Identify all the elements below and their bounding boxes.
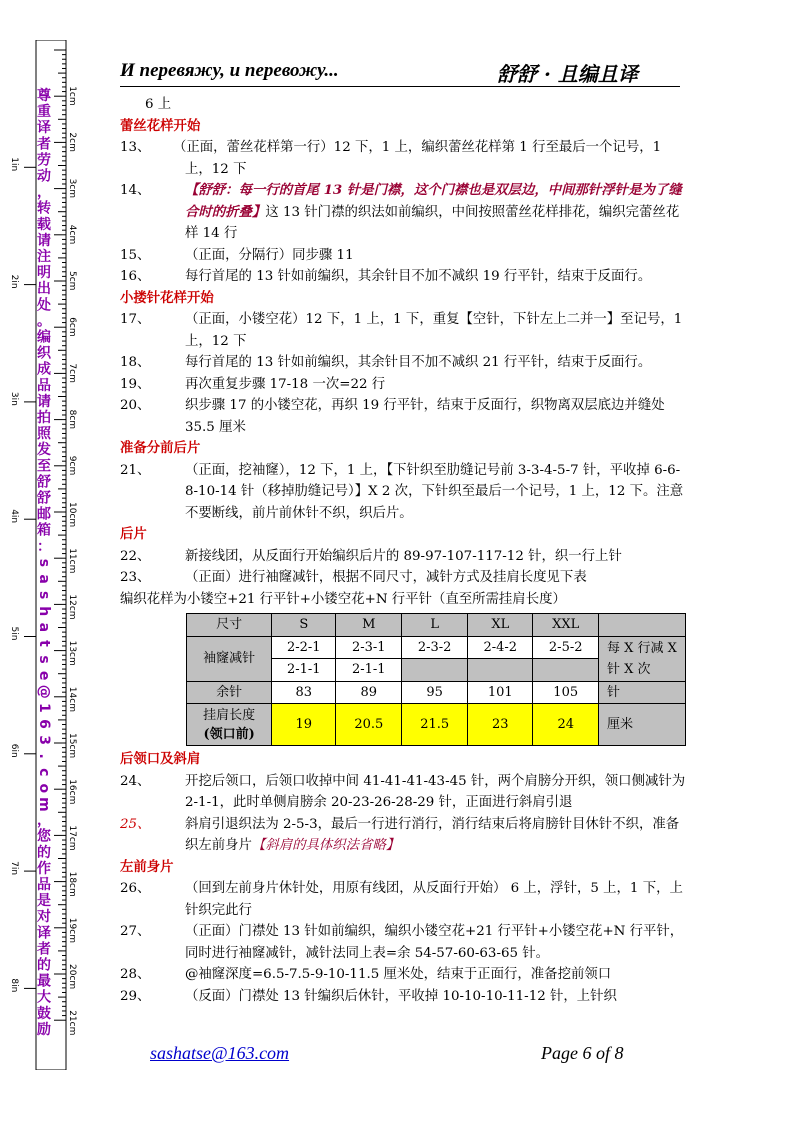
table-cell: 2-1-1 [336,659,402,682]
step-text: （正面，分隔行）同步骤 11 [185,247,354,263]
step-text: （正面）门襟处 13 针如前编织，编织小镂空花+21 行平针+小镂空花+N 行平针，同时进行袖窿减针，减针法同上表=余 54-57-60-63-65 针。 [185,924,684,961]
step-text: （正面，蕾丝花样第一行）12 下，1 上，编织蕾丝花样第 1 行至最后一个记号，1 上，12 下 [173,140,662,177]
table-unit: 厘米 [599,704,686,746]
ruler-side-char: 尊 [37,88,51,104]
size-cell: L [402,614,468,637]
step-number: 17、 [120,312,151,327]
step-number: 22、 [120,548,151,564]
pattern-note: 编织花样为小镂空+21 行平针+小镂空花+N 行平针（直至所需挂肩长度） [120,591,566,607]
step-number: 26、 [120,881,151,896]
ruler-side-char: 成 [37,361,51,378]
table-cell: 20.5 [336,704,402,746]
step-number: 18、 [120,355,151,370]
ruler-side-char: 鼓 [37,1005,51,1022]
ruler-cm-label: 6cm [67,317,77,337]
ruler-cm-label: 12cm [67,594,77,620]
ruler-side-char: c [36,768,52,777]
header-divider [120,86,680,87]
ruler-side-char: 者 [37,941,51,958]
section-prepare-split: 准备分前后片 [120,440,201,456]
ruler-side-char: 至 [37,458,51,475]
step-number: 29、 [120,988,151,1004]
ruler-cm-label: 21cm [67,1010,77,1036]
table-unit [599,636,686,681]
ruler-side-char: 转 [37,200,51,217]
ruler-side-char: 品 [37,876,51,893]
ruler-side-char: 6 [36,719,52,729]
page-content [120,94,686,1007]
ruler-side-char: 拍 [37,410,51,427]
ruler-side-char: 舒 [37,474,51,491]
step-text: 每行首尾的 13 针如前编织，其余针目不加不减织 19 行平针，结束于反面行。 [185,269,652,284]
section-left-front: 左前身片 [120,858,174,875]
section-lace-pattern: 蕾丝花样开始 [120,117,201,134]
table-cell: 2-4-2 [468,636,533,659]
ruler-side-char: 的 [37,957,51,974]
step-19 [120,374,686,396]
line-6-up: 6 上 [145,97,172,112]
table-cell: 2-2-1 [272,636,336,659]
step-text: （正面）进行袖窿减针，根据不同尺寸，减针方式及挂肩长度见下表 [185,570,587,585]
ruler-side-char: ， [37,184,51,201]
step-26 [120,878,686,921]
ruler-side-char: 动 [37,168,51,185]
ruler-side-char: 照 [37,426,51,443]
section-small-lace: 小搂针花样开始 [120,289,214,306]
ruler-side-char: 织 [37,345,51,362]
step-text: 开挖后领口，后领口收掉中间 41-41-41-43-45 针，两个肩膀分开织，领口侧减针为 2-1-1，此时单侧肩膀余 20-23-26-28-29 针，正面进行斜肩引退 [185,773,686,810]
step-text: @袖窿深度=6.5-7.5-9-10-11.5 厘米处，结束于正面行，准备挖前领口 [185,967,612,982]
table-cell [402,659,468,682]
ruler-cm-label: 18cm [67,871,77,897]
ruler-cm-label: 2cm [67,132,77,152]
table-cell [468,659,533,682]
ruler-side-char: 者 [37,136,51,153]
ruler-side-char: 译 [37,120,51,137]
ruler-cm-label: 11cm [67,548,77,574]
table-cell [533,659,599,682]
step-25 [120,814,686,857]
ruler-side-char: 注 [37,249,51,266]
ruler-side-char: 请 [37,232,51,249]
size-cell: M [336,614,402,637]
step-number: 24、 [120,773,151,789]
ruler-side-char: t [36,640,52,647]
section-back-neck: 后领口及斜肩 [120,751,201,767]
ruler-side-char: 励 [37,1021,51,1038]
table-cell: 83 [272,681,336,704]
ruler-side-char: e [36,670,52,681]
ruler-side-char: 译 [37,925,51,942]
step-number: 19、 [120,376,151,392]
step-text: （正面，挖袖窿），12 下，1 上，【下针织至肋缝记号前 3-3-4-5-7 针，平收掉 6-6-8-10-14 针（移掉肋缝记号）】X 2 次，下针织至最后一个记号，1 上，12 下。注意不要断线，前片前休针不织，织后片。 [185,462,684,521]
ruler-side-char: 出 [37,281,51,298]
step-text: 斜肩引退织法为 2-5-3，最后一行进行消行，消行结束后将肩膀针目休针不织，准备织左前身片 [185,816,680,853]
ruler-side-char: 最 [37,973,51,990]
table-header: 尺寸 [187,614,272,637]
ruler-cm-label: 4cm [67,224,77,245]
step-number: 16、 [120,269,151,284]
ruler-side-char: 处 [37,297,51,314]
table-cell: 2-5-2 [533,636,599,659]
ruler-side-char: @ [36,684,52,699]
ruler-side-char: 发 [37,442,51,459]
step-text: 这 13 针门襟的织法如前编织，中间按照蕾丝花样排花，编织完蕾丝花样 14 行 [185,204,680,241]
ruler-cm-label: 5cm [67,271,77,291]
step-number: 28、 [120,967,151,982]
ruler-cm-label: 15cm [67,733,77,759]
table-unit: 针 [599,681,686,704]
ruler-side-char: a [36,574,52,584]
ruler-cm-label: 17cm [67,825,77,851]
ruler-inch-label: 1in [9,157,19,172]
step-number: 27、 [120,924,151,939]
size-cell: XXL [533,614,599,637]
step-number: 20、 [120,398,151,413]
ruler-cm-label: 9cm [67,455,77,476]
step-number: 21、 [120,462,151,478]
table-row-label: 袖窿减针 [187,636,272,681]
step-text: 织步骤 17 的小镂空花，再织 19 行平针，结束于反面行，织物离双层底边并缝处 35.5 厘米 [185,398,665,435]
ruler-cm-label: 20cm [67,964,77,990]
table-row [187,704,686,746]
step-27 [120,921,686,964]
ruler-side-char: 品 [37,377,51,394]
ruler-cm-label: 3cm [67,178,77,199]
ruler-side-char: a [36,622,52,633]
label-line: (领口前) [203,726,255,742]
ruler-side-char: 编 [37,329,51,346]
ruler-side-char: 舒 [37,490,51,507]
translator-note: 【舒舒：每一行的首尾 13 针是门襟，这个门襟也是双层边，中间那针浮针是为了缝合时的折叠】 [185,182,682,220]
header-title-left: И перевяжу, и перевожу... [120,60,339,81]
ruler-inch-label: 4in [9,509,19,524]
ruler-side-char: 劳 [37,152,51,169]
unit-line: 每 X 行减 X [607,640,677,656]
table-cell [599,614,686,637]
table-cell: 2-1-1 [272,659,336,682]
ruler-side-char: 箱 [37,522,51,539]
ruler-inch-label: 3in [9,391,19,406]
ruler-side-char: ， [37,812,51,829]
ruler-side-char: 是 [37,893,51,910]
step-17 [120,309,686,352]
step-23 [120,567,686,589]
ruler-cm-label: 10cm [67,502,77,528]
ruler-side-char: 邮 [37,506,51,523]
step-18 [120,352,686,374]
ruler-cm-label: 19cm [67,917,77,943]
table-cell: 101 [468,681,533,704]
table-row [187,681,686,704]
step-29 [120,986,686,1008]
table-cell: 105 [533,681,599,704]
step-21 [120,460,686,525]
step-text: 每行首尾的 13 针如前编织，其余针目不加不减织 21 行平针，结束于反面行。 [185,355,652,370]
table-cell: 24 [533,704,599,746]
ruler-cm-label: 1cm [67,86,77,106]
step-number: 13、 [120,140,151,155]
ruler-side-char: 您 [37,828,51,845]
step-16 [120,266,686,288]
step-text: （反面）门襟处 13 针编织后休针，平收掉 10-10-10-11-12 针，上针织 [185,988,617,1004]
ruler-side-char: s [36,558,52,568]
size-table [186,613,686,746]
translator-note: 【斜肩的具体织法省略】 [251,838,400,853]
step-number: 14、 [120,183,151,198]
step-22 [120,546,686,568]
ruler-cm-label: 14cm [67,686,77,712]
header-title-right: 舒舒 · 且编且译 [497,62,638,86]
table-row [187,636,686,659]
table-cell: 23 [468,704,533,746]
table-row [187,614,686,637]
step-number: 25、 [120,816,151,832]
ruler-side-char: s [36,655,52,664]
ruler-side-char: 。 [37,313,51,330]
table-cell: 19 [272,704,336,746]
step-text: （正面，小镂空花）12 下，1 上，1 下，重复【空针，下针左上二并一】至记号，1 上，12 下 [185,312,683,349]
ruler-inch-label: 6in [9,743,19,758]
ruler-cm-label: 13cm [67,640,77,666]
step-28 [120,964,686,986]
table-cell: 2-3-1 [336,636,402,659]
table-cell: 89 [336,681,402,704]
table-row-label: 余针 [187,681,272,704]
ruler-side-char: . [36,753,52,759]
page-ruler [0,40,84,1070]
ruler-inch-label: 8in [9,978,19,993]
ruler-side-char: 对 [37,909,51,926]
step-number: 23、 [120,570,151,585]
ruler-side-char: h [36,606,52,617]
label-line: 挂肩长度 [203,707,256,723]
table-cell: 95 [402,681,468,704]
ruler-side-char: 的 [37,844,51,861]
ruler-side-char: 重 [37,104,51,121]
table-row-label [187,704,272,746]
section-back-piece: 后片 [120,526,147,542]
ruler-side-char: 请 [37,393,51,410]
ruler-side-char: 明 [37,265,51,282]
table-cell: 2-3-2 [402,636,468,659]
ruler-side-char: 1 [36,702,52,713]
unit-line: 针 X 次 [607,661,651,677]
step-text: 再次重复步骤 17-18 一次=22 行 [185,376,386,392]
ruler-inch-label: 7in [9,861,19,876]
ruler-side-char: 3 [36,735,52,745]
ruler-side-char: 大 [37,989,51,1006]
ruler-side-char: s [36,590,52,600]
footer-email-link[interactable]: sashatse@163.com [150,1043,290,1063]
ruler-side-char: 载 [37,216,51,233]
step-15 [120,245,686,267]
ruler-side-char: m [36,797,52,812]
ruler-cm-label: 7cm [67,363,77,383]
ruler-side-char: o [36,783,52,794]
step-text: 新接线团，从反面行开始编织后片的 89-97-107-117-12 针，织一行上针 [185,548,622,564]
size-cell: S [272,614,336,637]
table-cell: 21.5 [402,704,468,746]
ruler-cm-label: 8cm [67,409,77,430]
ruler-side-char: ： [37,538,51,555]
step-14 [120,180,686,245]
ruler-inch-label: 5in [9,626,19,641]
ruler-inch-label: 2in [9,274,19,289]
step-20 [120,395,686,438]
step-text: （回到左前身片休针处，用原有线团，从反面行开始） 6 上，浮针，5 上，1 下，上针织完此行 [185,881,683,918]
footer-page-number: Page 6 of 8 [541,1043,624,1063]
step-number: 15、 [120,247,151,263]
step-13 [120,137,686,180]
ruler-cm-label: 16cm [67,779,77,805]
ruler-side-char: 作 [37,860,51,877]
step-24 [120,771,686,814]
size-cell: XL [468,614,533,637]
